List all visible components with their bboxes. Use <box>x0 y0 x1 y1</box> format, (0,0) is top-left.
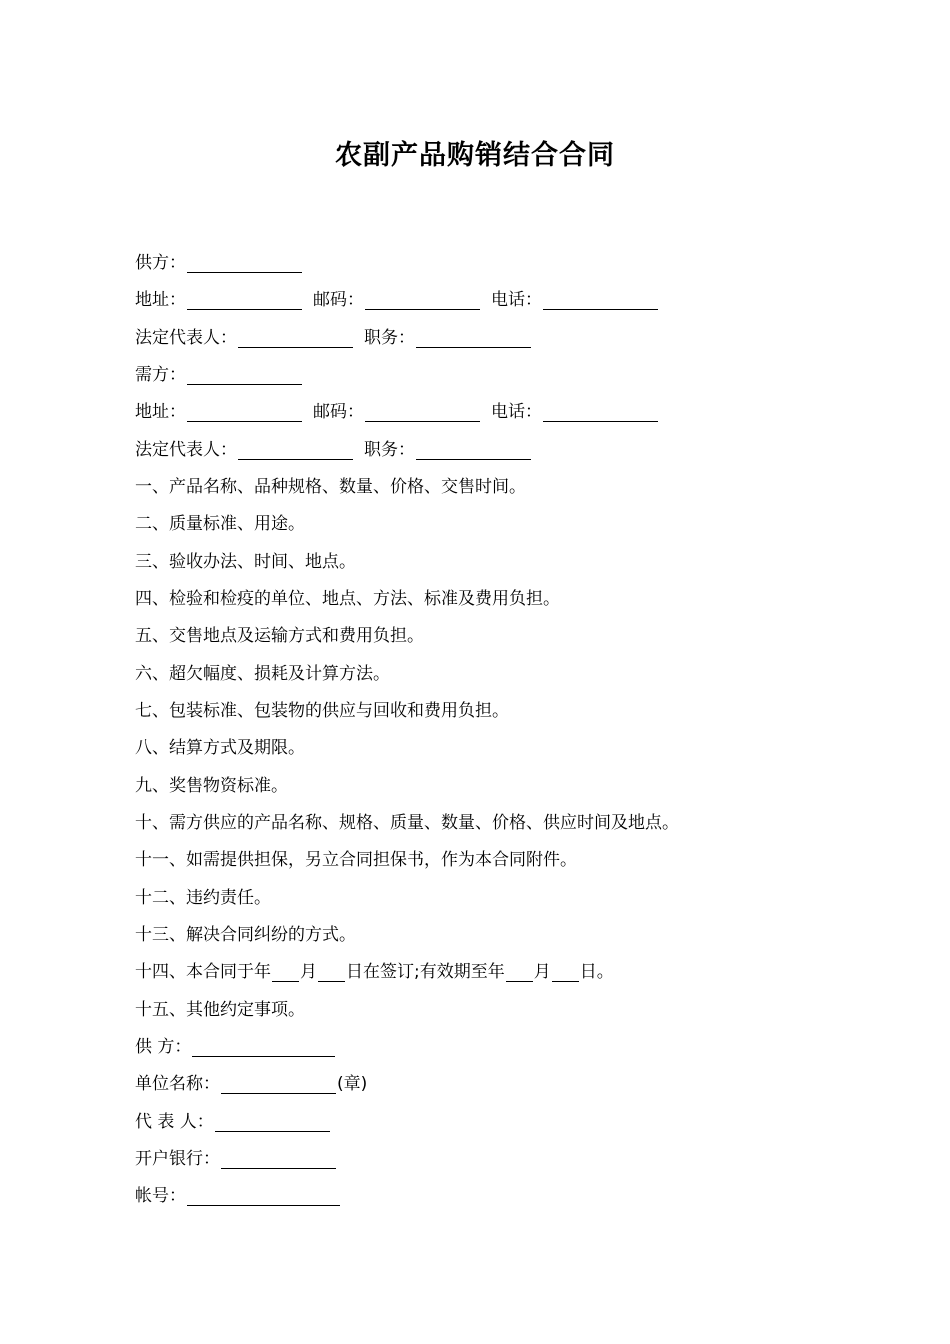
seal-text: (章) <box>337 1074 368 1094</box>
sign-bank-blank <box>221 1150 336 1169</box>
clause-14 <box>135 960 614 984</box>
phone-blank <box>543 291 658 310</box>
phone-label: 电话： <box>491 402 542 422</box>
clause-12: 十二、违约责任。 <box>135 888 271 908</box>
zip-label: 邮码： <box>313 290 364 310</box>
rep-blank <box>238 441 353 460</box>
address-label: 地址： <box>135 402 186 422</box>
buyer-rep-line <box>135 438 532 462</box>
rep-label: 法定代表人： <box>135 328 237 348</box>
clause-5: 五、交售地点及运输方式和费用负担。 <box>135 626 424 646</box>
supplier-line <box>135 251 303 275</box>
sign-party-line <box>135 1035 336 1059</box>
buyer-contact-line <box>135 400 659 424</box>
rep-blank <box>238 329 353 348</box>
zip-blank <box>365 291 480 310</box>
buyer-blank <box>187 366 302 385</box>
clause-6: 六、超欠幅度、损耗及计算方法。 <box>135 664 390 684</box>
clause-14-month2: 月 <box>533 962 551 982</box>
month2-blank <box>506 963 533 982</box>
sign-rep-blank <box>215 1113 330 1132</box>
sign-bank-line <box>135 1147 337 1171</box>
sign-party-blank <box>192 1038 335 1057</box>
clause-3: 三、验收办法、时间、地点。 <box>135 552 356 572</box>
position-label: 职务： <box>364 440 415 460</box>
clause-4: 四、检验和检疫的单位、地点、方法、标准及费用负担。 <box>135 589 560 609</box>
supplier-blank <box>187 254 302 273</box>
position-blank <box>416 441 531 460</box>
supplier-label: 供方： <box>135 253 186 273</box>
address-blank <box>187 291 302 310</box>
sign-account-label: 帐号： <box>135 1186 186 1206</box>
day2-blank <box>552 963 579 982</box>
clause-1: 一、产品名称、品种规格、数量、价格、交售时间。 <box>135 477 526 497</box>
sign-party-label: 供 方： <box>135 1037 192 1057</box>
position-blank <box>416 329 531 348</box>
sign-rep-label: 代 表 人： <box>135 1112 214 1132</box>
buyer-label: 需方： <box>135 365 186 385</box>
sign-account-blank <box>187 1187 340 1206</box>
position-label: 职务： <box>364 328 415 348</box>
zip-label: 邮码： <box>313 402 364 422</box>
sign-unit-label: 单位名称： <box>135 1074 220 1094</box>
clause-8: 八、结算方式及期限。 <box>135 738 305 758</box>
clause-9: 九、奖售物资标准。 <box>135 776 288 796</box>
clause-14-day-sign: 日在签订;有效期至年 <box>346 962 505 982</box>
clause-14-day-end: 日。 <box>579 962 614 982</box>
clause-2: 二、质量标准、用途。 <box>135 514 305 534</box>
clause-10: 十、需方供应的产品名称、规格、质量、数量、价格、供应时间及地点。 <box>135 813 679 833</box>
month-blank <box>272 963 299 982</box>
sign-rep-line <box>135 1110 331 1134</box>
sign-unit-line <box>135 1072 367 1096</box>
clause-13: 十三、解决合同纠纷的方式。 <box>135 925 356 945</box>
clause-11: 十一、如需提供担保，另立合同担保书，作为本合同附件。 <box>135 850 577 870</box>
phone-label: 电话： <box>491 290 542 310</box>
clause-14-prefix: 十四、本合同于年 <box>135 962 271 982</box>
rep-label: 法定代表人： <box>135 440 237 460</box>
sign-unit-blank <box>221 1075 336 1094</box>
document-title: 农副产品购销结合合同 <box>335 140 615 171</box>
buyer-line <box>135 363 303 387</box>
address-blank <box>187 403 302 422</box>
address-label: 地址： <box>135 290 186 310</box>
phone-blank <box>543 403 658 422</box>
day-blank <box>318 963 345 982</box>
clause-15: 十五、其他约定事项。 <box>135 1000 305 1020</box>
sign-account-line <box>135 1184 341 1208</box>
supplier-rep-line <box>135 326 532 350</box>
clause-7: 七、包装标准、包装物的供应与回收和费用负担。 <box>135 701 509 721</box>
sign-bank-label: 开户银行： <box>135 1149 220 1169</box>
zip-blank <box>365 403 480 422</box>
supplier-contact-line <box>135 288 659 312</box>
clause-14-month: 月 <box>300 962 317 982</box>
